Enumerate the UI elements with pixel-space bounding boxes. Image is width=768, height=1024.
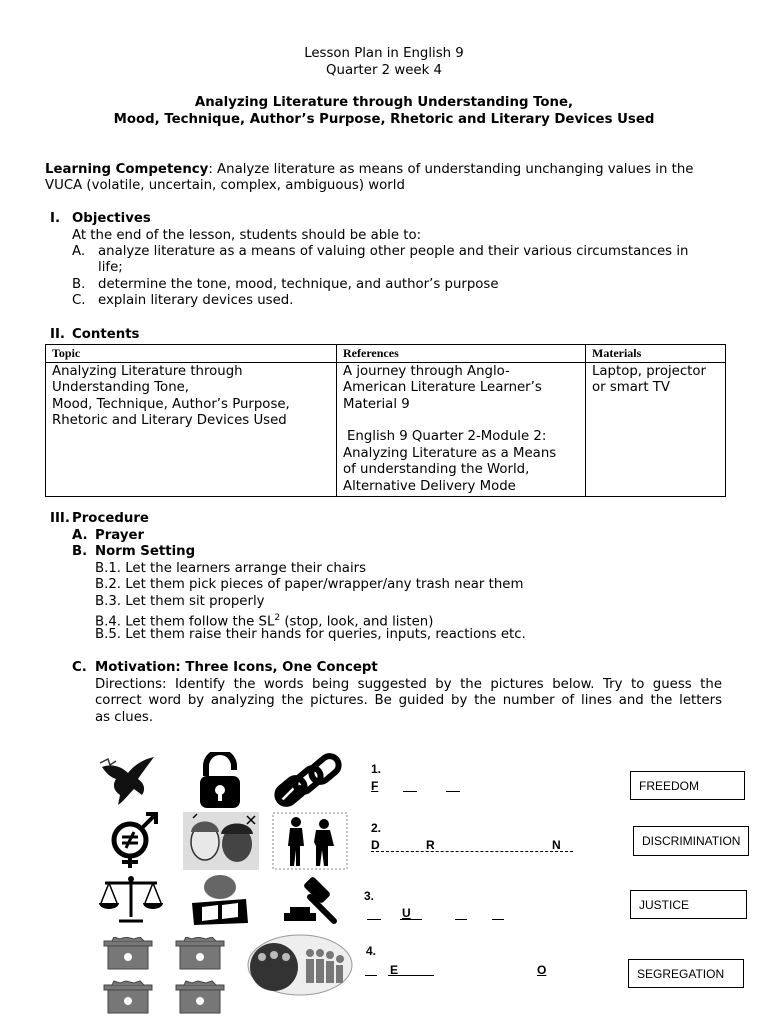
references-cell xyxy=(337,362,586,497)
directions-line-1: Directions: Identify the words being suggested by the pictures below. Try to guess the xyxy=(95,677,722,692)
blank-line xyxy=(403,791,417,792)
objective-a-line-2: life; xyxy=(98,260,123,275)
objective-c: explain literary devices used. xyxy=(98,293,294,308)
scales-icon xyxy=(99,873,163,925)
topic-line-3: Mood, Technique, Author’s Purpose, xyxy=(52,396,290,412)
clue-number-2: 2. xyxy=(371,821,382,835)
competency-text-1: : Analyze literature as means of understanding unchanging values in the xyxy=(208,162,694,177)
competency-text-2: VUCA (volatile, uncertain, complex, ambiguous) world xyxy=(45,178,405,193)
reference-b-line-3: of understanding the World, xyxy=(343,462,530,477)
answer-box-discrimination: DISCRIMINATION xyxy=(633,826,749,856)
crowd-circle-icon xyxy=(246,933,354,997)
objective-letter: C. xyxy=(72,293,86,308)
objectives-heading: Objectives xyxy=(72,211,151,226)
reference-a-line-1: A journey through Anglo- xyxy=(343,363,510,379)
clue-number-3: 3. xyxy=(364,889,375,903)
objectives-intro: At the end of the lesson, students should be able to: xyxy=(72,228,422,243)
clue-2-letter-n: N xyxy=(552,838,561,852)
contents-heading: Contents xyxy=(72,327,140,342)
table-header-materials: Materials xyxy=(586,345,726,363)
clue-number-4: 4. xyxy=(366,944,377,958)
objective-a-line-1: analyze literature as a means of valuing other people and their various circumstances in xyxy=(98,244,689,259)
trash-bins-icon xyxy=(100,937,242,1019)
reference-a-line-3: Material 9 xyxy=(343,396,410,412)
judge-book-icon xyxy=(188,873,250,927)
norm-item-2: B.2. Let them pick pieces of paper/wrapper/any trash near them xyxy=(95,577,524,592)
title-line-1: Analyzing Literature through Understanding Tone, xyxy=(194,95,574,110)
materials-line-1: Laptop, projector xyxy=(592,363,706,379)
reference-a-line-2: American Literature Learner’s xyxy=(343,380,542,395)
answer-box-segregation: SEGREGATION xyxy=(628,959,744,988)
reference-b-line-1: English 9 Quarter 2-Module 2: xyxy=(347,429,547,444)
prayer-letter: A. xyxy=(72,528,88,543)
objective-b: determine the tone, mood, technique, and author’s purpose xyxy=(98,277,499,292)
two-people-icon xyxy=(272,812,348,870)
competency-label: Learning Competency xyxy=(45,162,209,177)
topic-cell xyxy=(46,362,337,497)
blank-line xyxy=(367,919,381,920)
norm-letter: B. xyxy=(72,544,88,559)
clue-2-letter-r: R xyxy=(426,838,435,852)
clue-3-letter: U xyxy=(402,906,411,920)
blank-line xyxy=(365,975,377,976)
gavel-icon xyxy=(280,873,344,927)
gender-unequal-icon xyxy=(104,812,164,870)
topic-line-2: Understanding Tone, xyxy=(52,380,190,395)
dove-icon xyxy=(98,755,158,807)
title-line-2: Mood, Technique, Author’s Purpose, Rhetoric and Literary Devices Used xyxy=(113,112,655,127)
reference-b-line-2: Analyzing Literature as a Means xyxy=(343,445,557,461)
clue-4-letter-e: E xyxy=(390,963,399,977)
open-padlock-icon xyxy=(196,752,244,810)
procedure-number: III. xyxy=(50,511,70,526)
norm-item-4-text: B.4. Let them follow the SL xyxy=(95,614,275,630)
topic-line-4: Rhetoric and Literary Devices Used xyxy=(52,413,287,428)
norm-item-1: B.1. Let the learners arrange their chairs xyxy=(95,561,367,576)
objectives-number: I. xyxy=(50,211,60,226)
norm-item-4-sup: 2 xyxy=(274,613,281,623)
directions-line-2: correct word by analyzing the pictures. Be guided by the number of lines and the letters xyxy=(95,693,722,708)
blank-line xyxy=(371,851,573,852)
blank-line xyxy=(400,919,422,920)
topic-line-1 xyxy=(52,364,330,381)
clue-4-letter-o: O xyxy=(537,963,547,977)
materials-cell xyxy=(586,362,726,497)
topic-line-1-text: Analyzing Literature through xyxy=(52,363,243,379)
motivation-letter: C. xyxy=(72,660,87,675)
table-header-row xyxy=(46,345,726,363)
two-faces-icon xyxy=(183,812,259,870)
norm-heading: Norm Setting xyxy=(95,544,196,559)
clue-2-letter-d: D xyxy=(371,838,380,852)
prayer-heading: Prayer xyxy=(95,528,145,543)
objective-letter: B. xyxy=(72,277,86,292)
quarter-line: Quarter 2 week 4 xyxy=(326,63,442,78)
answer-box-justice: JUSTICE xyxy=(630,890,747,919)
answer-box-freedom: FREEDOM xyxy=(630,771,745,800)
norm-item-3: B.3. Let them sit properly xyxy=(95,594,265,609)
learning-competency xyxy=(45,162,725,179)
blank-line xyxy=(388,975,434,976)
norm-item-5: B.5. Let them raise their hands for queries, inputs, reactions etc. xyxy=(95,627,526,642)
broken-chain-icon xyxy=(272,752,344,810)
motivation-heading: Motivation: Three Icons, One Concept xyxy=(95,660,378,675)
materials-line-2: or smart TV xyxy=(592,380,670,395)
contents-number: II. xyxy=(50,327,65,342)
blank-line xyxy=(446,791,460,792)
directions-line-3: as clues. xyxy=(95,710,154,725)
contents-table xyxy=(45,344,726,497)
blank-line xyxy=(455,919,467,920)
table-header-references: References xyxy=(337,345,586,363)
clue-number-1: 1. xyxy=(371,762,382,776)
blank-line xyxy=(492,919,504,920)
clue-1-letter: F xyxy=(371,779,379,793)
objective-letter: A. xyxy=(72,244,86,259)
procedure-heading: Procedure xyxy=(72,511,149,526)
lesson-plan-line: Lesson Plan in English 9 xyxy=(304,46,464,61)
table-row xyxy=(46,362,726,497)
table-header-topic: Topic xyxy=(46,345,337,363)
norm-item-4-post: (stop, look, and listen) xyxy=(280,614,434,630)
reference-b-line-4: Alternative Delivery Mode xyxy=(343,478,516,494)
